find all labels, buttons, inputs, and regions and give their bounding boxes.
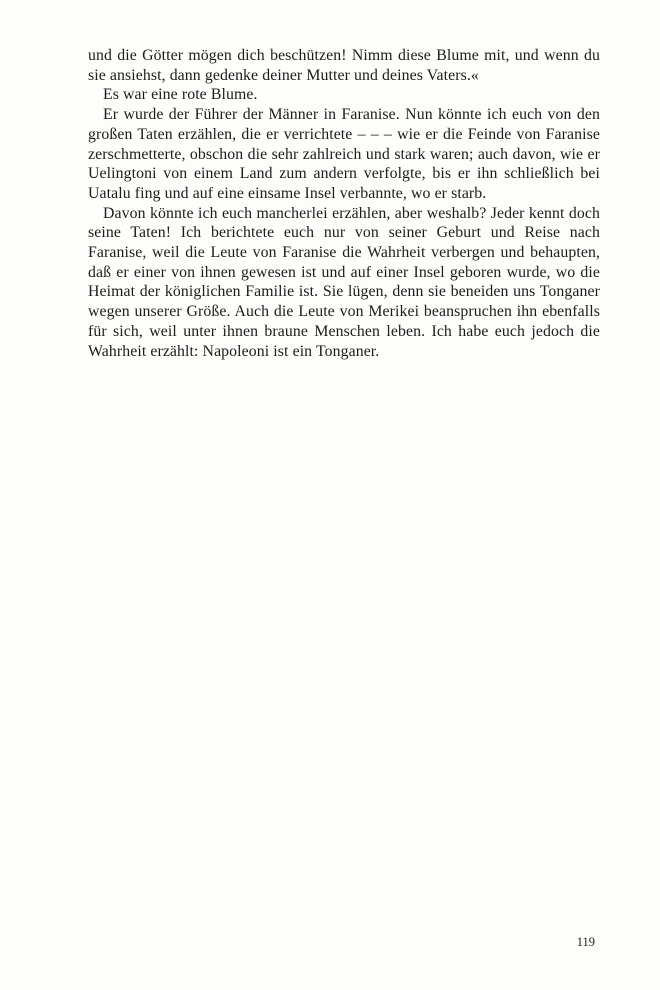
body-text — [88, 46, 600, 361]
paragraph: Es war eine rote Blume. — [103, 86, 258, 104]
paragraph: Davon könnte ich euch mancherlei erzählen, aber weshalb? Jeder kennt doch seine Taten! Ich berichtete euch nur von seiner Geburt und Reise nach Faranise, weil die Leute von Faranise die Wahrheit verbergen und behaupten, daß er einer von ihnen gewesen ist und auf einer Insel geboren wurde, wo die Heimat der königlichen Familie ist. Sie lügen, denn sie beneiden uns Tonganer wegen unserer Größe. Auch die Leute von Merikei beanspruchen ihn ebenfalls für sich, weil unter ihnen braune Menschen leben. Ich habe euch jedoch die Wahrheit erzählt: Napoleoni ist ein Tonganer. — [88, 204, 600, 360]
paragraph-continuation: und die Götter mögen dich beschützen! Nimm diese Blume mit, und wenn du sie ansiehst, dann gedenke deiner Mutter und deines Vaters.« — [88, 47, 600, 84]
paragraph: Er wurde der Führer der Männer in Faranise. Nun könnte ich euch von den großen Taten erzählen, die er verrichtete – – – wie er die Feinde von Faranise zerschmetterte, obschon die sehr zahlreich und stark waren; auch davon, wie er Uelingtoni von einem Land zum andern verfolgte, bis er ihn schließlich bei Uatalu fing und auf eine einsame Insel verbannte, wo er starb. — [88, 106, 600, 202]
page-number: 119 — [576, 935, 595, 949]
